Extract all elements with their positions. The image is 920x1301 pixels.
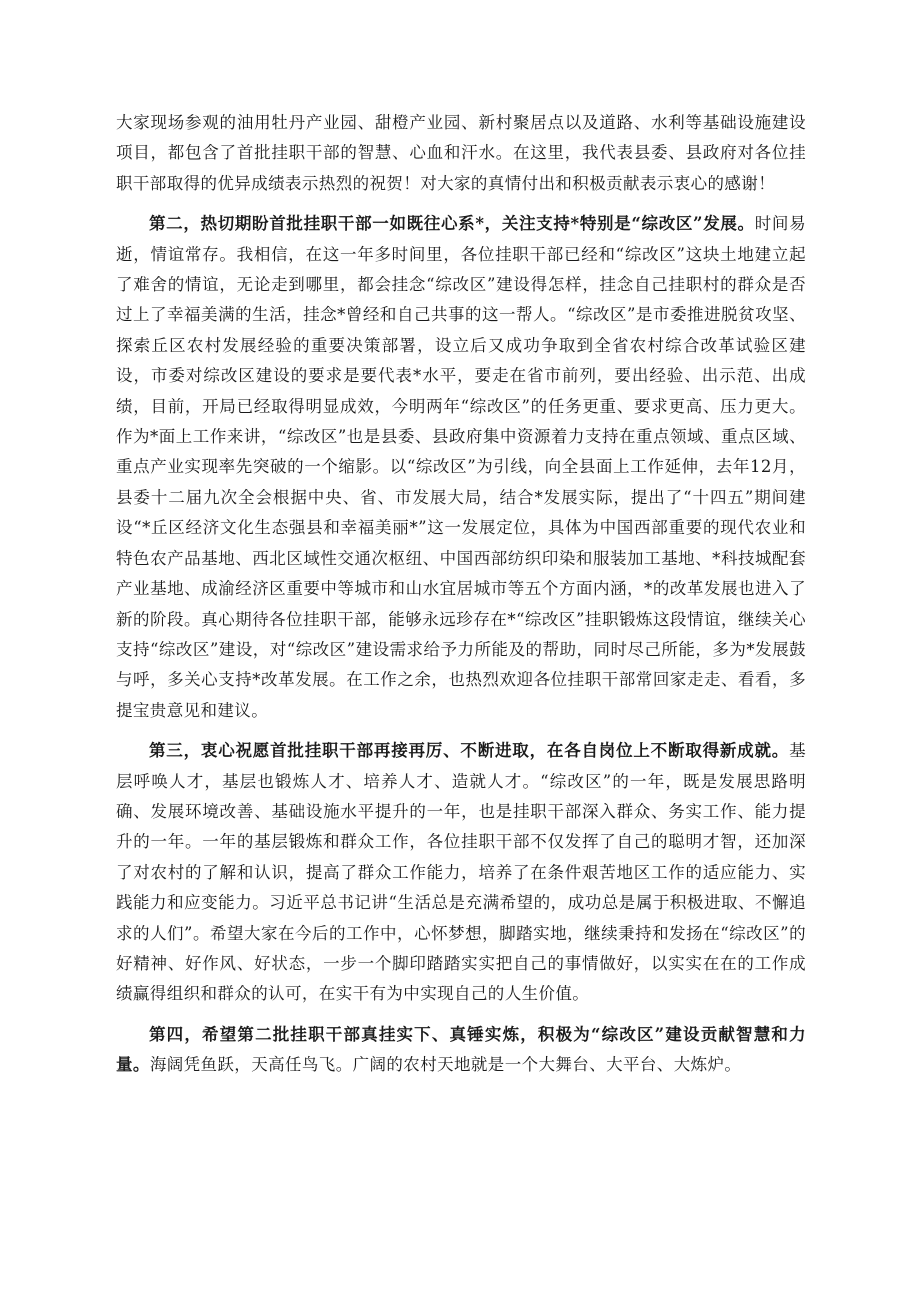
paragraph-3-heading: 第三，衷心祝愿首批挂职干部再接再厉、不断进取，在各自岗位上不断取得新成就。 — [149, 741, 790, 761]
paragraph-4-text: 海阔凭鱼跃，天高任鸟飞。广阔的农村天地就是一个大舞台、大平台、大炼炉。 — [149, 1055, 742, 1075]
paragraph-1-text: 大家现场参观的油用牡丹产业园、甜橙产业园、新村聚居点以及道路、水利等基础设施建设项目，都包含了首批挂职干部的智慧、心血和汗水。在这里，我代表县委、县政府对各位挂职干部取得的优异成绩表示热烈的祝贺！对大家的真情付出和积极贡献表示衷心的感谢！ — [116, 113, 806, 193]
paragraph-4-heading: 第四，希望第二批挂职干部真挂实下、真锤实炼，积极为“综改区”建设贡献智慧和力量。 — [116, 1024, 806, 1075]
paragraph-1 — [116, 108, 806, 199]
paragraph-4 — [116, 1020, 806, 1081]
paragraph-2 — [116, 209, 806, 726]
paragraph-2-text: 时间易逝，情谊常存。我相信，在这一年多时间里，各位挂职干部已经和“综改区”这块土地建立起了难舍的情谊，无论走到哪里，都会挂念“综改区”建设得怎样，挂念自己挂职村的群众是否过上了幸福美满的生活，挂念*曾经和自己共事的这一帮人。“综改区”是市委推进脱贫攻坚、探索丘区农村发展经验的重要决策部署，设立后又成功争取到全省农村综合改革试验区建设，市委对综改区建设的要求是要代表*水平，要走在省市前列，要出经验、出示范、出成绩，目前，开局已经取得明显成效，今明两年“综改区”的任务更重、要求更高、压力更大。作为*面上工作来讲，“综改区”也是县委、县政府集中资源着力支持在重点领域、重点区域、重点产业实现率先突破的一个缩影。以“综改区”为引线，向全县面上工作延伸，去年12月，县委十二届九次全会根据中央、省、市发展大局，结合*发展实际，提出了“十四五”期间建设“*丘区经济文化生态强县和幸福美丽*”这一发展定位，具体为中国西部重要的现代农业和特色农产品基地、西北区域性交通次枢纽、中国西部纺织印染和服装加工基地、*科技城配套产业基地、成渝经济区重要中等城市和山水宜居城市等五个方面内涵，*的改革发展也进入了新的阶段。真心期待各位挂职干部，能够永远珍存在*“综改区”挂职锻炼这段情谊，继续关心支持“综改区”建设，对“综改区”建设需求给予力所能及的帮助，同时尽己所能，多为*发展鼓与呼，多关心支持*改革发展。在工作之余，也热烈欢迎各位挂职干部常回家走走、看看，多提宝贵意见和建议。 — [116, 214, 807, 720]
paragraph-2-heading: 第二，热切期盼首批挂职干部一如既往心系*，关注支持*特别是“综改区”发展。 — [149, 214, 755, 234]
paragraph-3 — [116, 736, 806, 1010]
paragraph-3-text: 基层呼唤人才，基层也锻炼人才、培养人才、造就人才。“综改区”的一年，既是发展思路明确、发展环境改善、基础设施水平提升的一年，也是挂职干部深入群众、务实工作、能力提升的一年。一年的基层锻炼和群众工作，各位挂职干部不仅发挥了自己的聪明才智，还加深了对农村的了解和认识，提高了群众工作能力，培养了在条件艰苦地区工作的适应能力、实践能力和应变能力。习近平总书记讲“生活总是充满希望的，成功总是属于积极进取、不懈追求的人们”。希望大家在今后的工作中，心怀梦想，脚踏实地，继续秉持和发扬在“综改区”的好精神、好作风、好状态，一步一个脚印踏踏实实把自己的事情做好，以实实在在的工作成绩赢得组织和群众的认可，在实干有为中实现自己的人生价值。 — [116, 741, 806, 1004]
document-page — [116, 108, 806, 1091]
